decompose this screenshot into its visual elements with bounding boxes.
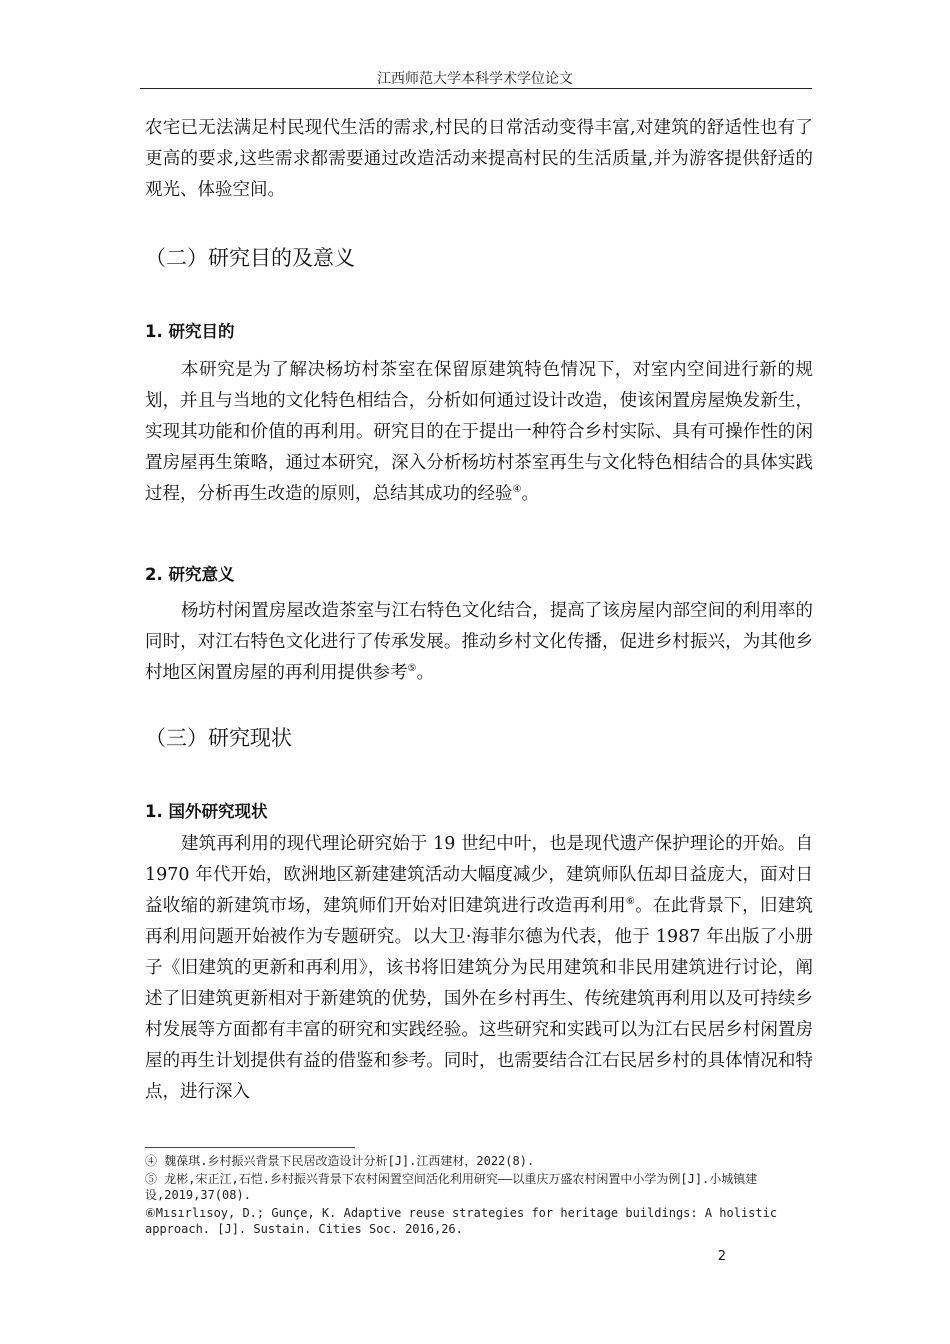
section-heading-purpose: （二）研究目的及意义 bbox=[145, 246, 355, 270]
footnote-text: 魏葆琪.乡村振兴背景下民居改造设计分析[J].江西建材，2022(8). bbox=[157, 1154, 535, 1168]
footnote-text: 龙彬,宋正江,石恺.乡村振兴背景下农村闲置空间活化利用研究——以重庆万盛农村闲置中小学为例[J].小城镇建设,2019,37(08). bbox=[145, 1172, 758, 1202]
subheading-research-significance: 2. 研究意义 bbox=[145, 565, 235, 584]
paragraph-text-part2: 。在此背景下，旧建筑再利用问题开始被作为专题研究。以大卫·海菲尔德为代表，他于 1987 年出版了小册子《旧建筑的更新和再利用》，该书将旧建筑分为民用建筑和非民用建筑进行讨论，阐述了旧建筑更新相对于新建筑的优势，国外在乡村再生、传统建筑再利用以及可持续乡村发展等方面都有丰富的研究和实践经验。这些研究和实践可以为江右民居乡村闲置房屋的再生计划提供有益的借鉴和参考。同时，也需要结合江右民居乡村的具体情况和特点，进行深入 bbox=[145, 896, 814, 1102]
running-header: 江西师范大学本科学术学位论文 bbox=[377, 71, 573, 87]
paragraph-foreign-status bbox=[145, 829, 813, 1108]
footnote-5 bbox=[145, 1171, 813, 1203]
paragraph-research-purpose bbox=[145, 355, 813, 510]
paragraph-end: 。 bbox=[416, 663, 434, 683]
paragraph-research-significance bbox=[145, 596, 813, 689]
footnote-6 bbox=[145, 1205, 813, 1237]
footnote-4 bbox=[145, 1153, 813, 1169]
footnote-separator bbox=[145, 1147, 355, 1148]
footnote-ref-4: ④ bbox=[512, 484, 522, 496]
subheading-foreign-status: 1. 国外研究现状 bbox=[145, 802, 268, 821]
paragraph-text-part1: 建筑再利用的现代理论研究始于 19 世纪中叶，也是现代遗产保护理论的开始。自 1970 年代开始，欧洲地区新建建筑活动大幅度减少，建筑师队伍却日益庞大，面对日益收缩的新建筑市场，建筑师们开始对旧建筑进行改造再利用 bbox=[145, 834, 813, 916]
footnote-ref-6: ⑥ bbox=[625, 896, 636, 908]
paragraph-text: 本研究是为了解决杨坊村茶室在保留原建筑特色情况下，对室内空间进行新的规划，并且与当地的文化特色相结合，分析如何通过设计改造，使该闲置房屋焕发新生，实现其功能和价值的再利用。研究目的在于提出一种符合乡村实际、具有可操作性的闲置房屋再生策略，通过本研究，深入分析杨坊村茶室再生与文化特色相结合的具体实践过程，分析再生改造的原则，总结其成功的经验 bbox=[145, 360, 813, 504]
subheading-research-purpose: 1. 研究目的 bbox=[145, 322, 235, 341]
footnote-text: Mısırlısoy, D.; Gunçe, K. Adaptive reuse strategies for heritage buildings: A holistic approach. [J]. Sustain. Cities Soc. 2016,26. bbox=[145, 1206, 778, 1236]
footnote-mark: ④ bbox=[145, 1154, 158, 1168]
header-rule bbox=[140, 88, 812, 89]
footnotes bbox=[145, 1153, 813, 1239]
paragraph-text: 杨坊村闲置房屋改造茶室与江右特色文化结合，提高了该房屋内部空间的利用率的同时，对江右特色文化进行了传承发展。推动乡村文化传播，促进乡村振兴，为其他乡村地区闲置房屋的再利用提供参考 bbox=[145, 601, 813, 683]
footnote-mark: ⑤ bbox=[145, 1172, 158, 1186]
page-number: 2 bbox=[717, 1249, 726, 1264]
intro-paragraph: 农宅已无法满足村民现代生活的需求,村民的日常活动变得丰富,对建筑的舒适性也有了更高的要求,这些需求都需要通过改造活动来提高村民的生活质量,并为游客提供舒适的观光、体验空间。 bbox=[145, 118, 813, 200]
section-heading-status: （三）研究现状 bbox=[145, 726, 292, 750]
footnote-ref-5: ⑤ bbox=[407, 663, 417, 675]
footnote-mark: ⑥ bbox=[145, 1206, 156, 1220]
paragraph-end: 。 bbox=[521, 484, 539, 504]
